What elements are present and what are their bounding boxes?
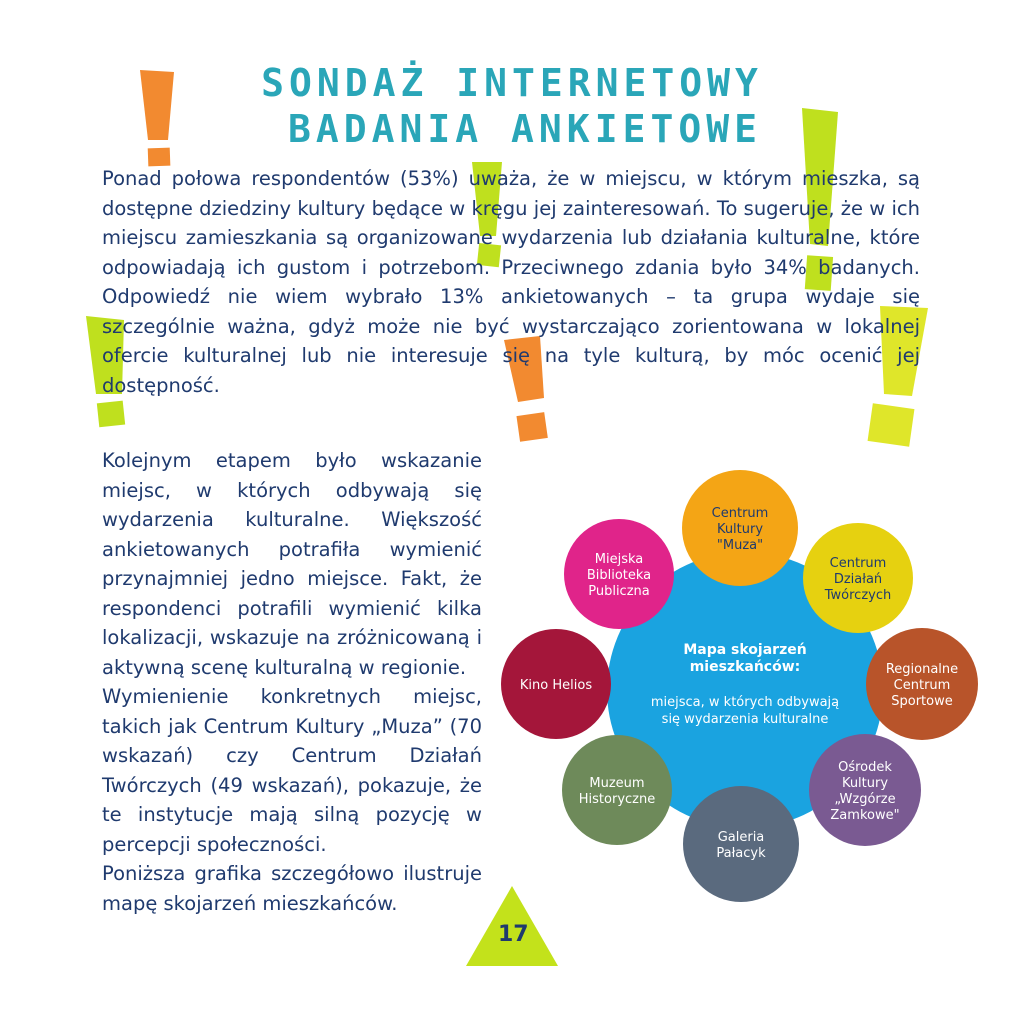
map-node-label: Sportowe [891,694,953,709]
map-node-label: Historyczne [578,792,656,807]
body-paragraph: Kolejnym etapem było wskazanie miejsc, w których odbywają się wydarzenia kulturalne. Większość ankietowanych potrafiła wymienić przynajmniej jedno miejsce. Fakt, że respondenci potrafili wymienić kilka lokalizacji, wskazuje na zróżnicowaną i aktywną scenę kulturalną w regionie. [102,449,482,679]
page-number: 17 [498,922,529,947]
title-line-2: BADANIA ANKIETOWE [288,107,762,151]
map-node-label: Miejska [594,552,644,567]
map-node-label: Kultury [841,776,889,791]
map-node-label: Pałacyk [716,846,766,861]
map-node-label: Regionalne [885,662,959,677]
map-node-label: "Muza" [716,538,764,553]
title-line-1: SONDAŻ INTERNETOWY [261,61,763,105]
intro-paragraph: Ponad połowa respondentów (53%) uważa, że w miejscu, w którym mieszka, są dostępne dziedziny kultury będące w kręgu jej zainteresowań. To sugeruje, że w ich miejscu zamieszkania są organizowane wydarzenia lub działania kulturalne, które odpowiadają ich gustom i potrzebom. Przeciwnego zdania było 34% badanych. Odpowiedź nie wiem wybrało 13% ankietowanych – ta grupa wydaje się szczególnie ważna, gdyż może nie być wystarczająco zorientowana w lokalnej ofercie kulturalnej lub nie interesuje się na tyle kulturą, by móc ocenić jej dostępność. [102,167,920,397]
map-node-label: Muzeum [589,776,645,791]
body-paragraph: Poniższa grafika szczegółowo ilustruje mapę skojarzeń mieszkańców. [102,862,482,915]
map-node-label: Centrum [711,506,769,521]
map-node-label: „Wzgórze [834,792,896,807]
map-center-title: Mapa skojarzeń [683,642,807,658]
map-node-label: Twórczych [824,588,892,603]
map-node-label: Ośrodek [838,760,892,775]
map-node-label: Działań [833,572,883,587]
map-node-label: Galeria [717,830,765,845]
map-node-label: Zamkowe" [830,808,900,823]
map-node-label: Centrum [829,556,887,571]
map-center-subtitle: się wydarzenia kulturalne [661,712,829,727]
map-center-subtitle: miejsca, w których odbywają [650,695,840,710]
map-node-label: Biblioteka [586,568,652,583]
body-paragraph: Wymienienie konkretnych miejsc, takich jak Centrum Kultury „Muza” (70 wskazań) czy Centrum Działań Twórczych (49 wskazań), pokazuje, że te instytucje mają silną pozycję w percepcji społeczności. [102,685,482,856]
map-node-label: Centrum [893,678,951,693]
map-node-label: Publiczna [588,584,650,599]
map-node-label: Kino Helios [519,678,593,693]
map-center-title: mieszkańców: [689,659,801,675]
map-node-label: Kultury [716,522,764,537]
